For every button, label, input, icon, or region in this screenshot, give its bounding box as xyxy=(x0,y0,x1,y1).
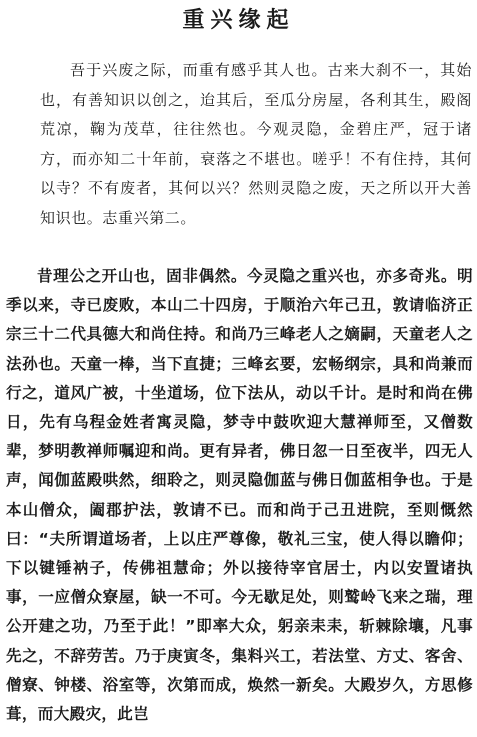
page-title: 重兴缘起 xyxy=(182,7,295,33)
body-paragraph: 昔理公之开山也，固非偶然。今灵隐之重兴也，亦多奇兆。明季以来，寺已废败，本山二十四房，于顺治六年己丑，敦请临济正宗三十二代具德大和尚住持。和尚乃三峰老人之嫡嗣，天童老人之法孙也。天童一棒，当下直捷；三峰玄要，宏畅纲宗，具和尚兼而行之，道风广被，十坐道场，位下法从，动以千计。是时和尚在佛日，先有乌程金姓者寓灵隐，梦寺中鼓吹迎大慧禅师至，又僧数辈，梦明教禅师嘱迎和尚。更有异者，佛日忽一日至夜半，四无人声，闻伽蓝殿哄然，细聆之，则灵隐伽蓝与佛日伽蓝相争也。于是本山僧众，阖郡护法，敦请不已。而和尚于己丑进院，至则慨然曰：“夫所谓道场者，上以庄严尊像，敬礼三宝，使人得以瞻仰；下以键锤衲子，传佛祖慧命；外以接待宰官居士，内以安置诸执事，一应僧众寮屋，缺一不可。今无歇足处，则鹫岭飞来之瑞，理公开建之功，乃至于此！”即率大众，躬亲耒耒，斩棘除壤，凡事先之，不辞劳苦。乃于庚寅冬，集料兴工，若法堂、方丈、客舍、僧寮、钟楼、浴室等，次第而成，焕然一新矣。大殿岁久，方思修葺，而大殿灾，此岂 xyxy=(6,267,473,724)
preface-paragraph: 吾于兴废之际，而重有感乎其人也。古来大刹不一，其始也，有善知识以创之，迨其后，至瓜分房屋，各利其生，殿阁荒凉，鞠为茂草，往往然也。今观灵隐，金碧庄严，冠于诸方，而亦知二十年前，衰落之不堪也。嗟乎！不有住持，其何以寺？不有废者，其何以兴？然则灵隐之废，天之所以开大善知识也。志重兴第二。 xyxy=(40,61,472,227)
